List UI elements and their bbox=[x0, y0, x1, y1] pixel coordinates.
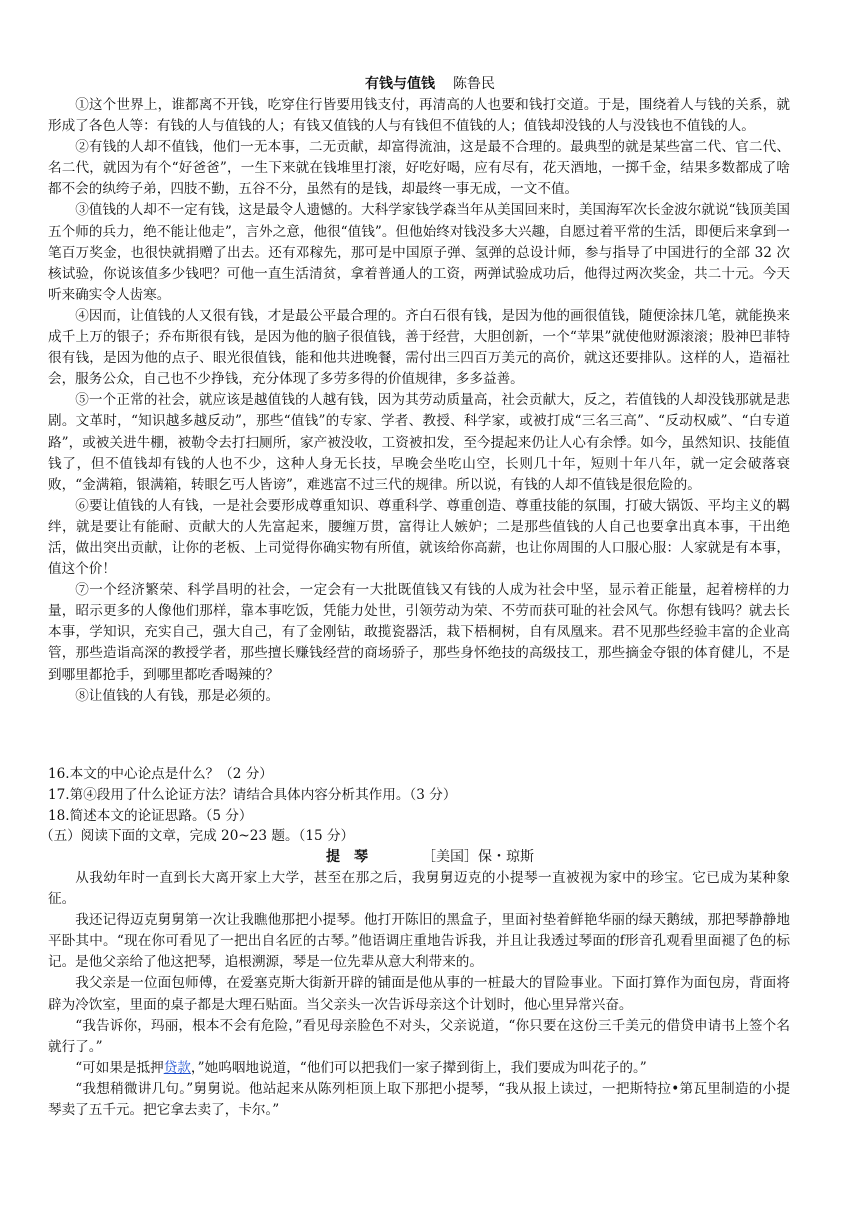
essay1-paragraph-6: ⑥要让值钱的人有钱，一是社会要形成尊重知识、尊重科学、尊重创造、尊重技能的氛围，打破大锅饭、平均主义的羁绊，就是要让有能耐、贡献大的人先富起来，腰缠万贯，富得让人嫉妒；二是那些值钱的人自己也要拿出真本事，干出绝活，做出突出贡献，让你的老板、上司觉得你确实物有所值，就该给你高薪，也让你周围的人口服心服：人家就是有本事，值这个价！ bbox=[48, 497, 790, 578]
essay1-paragraph-1: ①这个世界上，谁都离不开钱，吃穿住行皆要用钱支付，再清高的人也要和钱打交道。于是，围绕着人与钱的关系，就形成了各色人等：有钱的人与值钱的人；有钱又值钱的人与有钱但不值钱的人；值钱却没钱的人与没钱也不值钱的人。 bbox=[48, 97, 790, 135]
loan-link[interactable]: 贷款 bbox=[163, 1059, 191, 1076]
essay1-paragraph-5: ⑤一个正常的社会，就应该是越值钱的人越有钱，因为其劳动质量高，社会贡献大，反之，若值钱的人却没钱那就是悲剧。文革时，“知识越多越反动”，那些“值钱”的专家、学者、教授、科学家，或被打成“三名三高”、“反动权威”、“白专道路”，或被关进牛棚，被勒令去打扫厕所，家产被没收，工资被扣发，至今提起来仍让人心有余悸。如今，虽然知识、技能值钱了，但不值钱却有钱的人也不少，这种人身无长技，早晚会坐吃山空，长则几十年，短则十年八年，就一定会破落衰败，“金满箱，银满箱，转眼乞丐人皆谤”，难逃富不过三代的规律。所以说，有钱的人却不值钱是很危险的。 bbox=[48, 392, 790, 493]
essay2-paragraph-4: “我告诉你，玛丽，根本不会有危险，”看见母亲脸色不对头，父亲说道，“你只要在这份三千美元的借贷申请书上签个名就行了。” bbox=[48, 1017, 790, 1055]
essay1-paragraph-8: ⑧让值钱的人有钱，那是必须的。 bbox=[75, 687, 280, 704]
question-18: 18.简述本文的论证思路。（5 分） bbox=[48, 808, 253, 824]
essay1-title-line bbox=[0, 74, 860, 95]
essay2-body bbox=[48, 868, 790, 1121]
essay2-paragraph-2: 我还记得迈克舅舅第一次让我瞧他那把小提琴。他打开陈旧的黑盒子，里面衬垫着鲜艳华丽的绿天鹅绒，那把琴静静地平卧其中。“现在你可看见了一把出自名匠的古琴。”他语调庄重地告诉我，并且让我透过琴面的f形音孔观看里面褪了色的标记。是他父亲给了他这把琴，追根溯源，琴是一位先辈从意大利带来的。 bbox=[48, 912, 790, 971]
essay1-body bbox=[48, 95, 790, 707]
essay2-author: ［美国］保・琼斯 bbox=[422, 849, 534, 865]
essay2-title: 提琴 bbox=[326, 849, 382, 865]
essay2-paragraph-6: “我想稍微讲几句。”舅舅说。他站起来从陈列柜顶上取下那把小提琴，“我从报上读过，一把斯特拉•第瓦里制造的小提琴卖了五千元。把它拿去卖了，卡尔。” bbox=[48, 1080, 790, 1119]
essay1-paragraph-4: ④因而，让值钱的人又很有钱，才是最公平最合理的。齐白石很有钱，是因为他的画很值钱，随便涂抹几笔，就能换来成千上万的银子；乔布斯很有钱，是因为他的脑子很值钱，善于经营，大胆创新，一个“苹果”就使他财源滚滚；股神巴菲特很有钱，是因为他的点子、眼光很值钱，能和他共进晚餐，需付出三四百万美元的高价，就这还要排队。这样的人，造福社会，服务公众，自己也不少挣钱，充分体现了多劳多得的价值规律，多多益善。 bbox=[48, 307, 790, 388]
essay1-paragraph-7: ⑦一个经济繁荣、科学昌明的社会，一定会有一大批既值钱又有钱的人成为社会中坚，显示着正能量，起着榜样的力量，昭示更多的人像他们那样，靠本事吃饭，凭能力处世，引领劳动为荣、不劳而获可耻的社会风气。你想有钱吗？就去长本事，学知识，充实自己，强大自己，有了金刚钻，敢揽瓷器活，栽下梧桐树，自有凤凰来。君不见那些经验丰富的企业高管，那些造诣高深的教授学者，那些擅长赚钱经营的商场骄子，那些身怀绝技的高级技工，那些摘金夺银的体育健儿，不是到哪里都抢手，到哪里都吃香喝辣的？ bbox=[48, 582, 790, 683]
essay1-title: 有钱与值钱 bbox=[365, 76, 435, 92]
question-17: 17.第④段用了什么论证方法？请结合具体内容分析其作用。（3 分） bbox=[48, 787, 457, 803]
essay2-paragraph-5 bbox=[48, 1058, 790, 1079]
essay1-author: 陈鲁民 bbox=[453, 76, 495, 92]
essay2-title-line bbox=[0, 847, 860, 868]
essay1-paragraph-3: ③值钱的人却不一定有钱，这是最令人遗憾的。大科学家钱学森当年从美国回来时，美国海军次长金波尔就说“钱顶美国五个师的兵力，绝不能让他走”，言外之意，他很“值钱”。但他始终对钱没多大兴趣，自愿过着平常的生活，即便后来拿到一笔百万奖金，也很快就捐赠了出去。还有邓稼先，那可是中国原子弹、氢弹的总设计师，参与指导了中国进行的全部 32 次核试验，你说该值多少钱吧？可他一直生活清贫，拿着普通人的工资，两弹试验成功后，他得过两次奖金，共二十元。今天听来确实令人齿寒。 bbox=[48, 202, 790, 303]
essay2-p5-after: ，”她呜咽地说道，“他们可以把我们一家子撵到街上，我们要成为叫花子的。” bbox=[190, 1059, 647, 1076]
essay2-paragraph-1: 从我幼年时一直到长大离开家上大学，甚至在那之后，我舅舅迈克的小提琴一直被视为家中的珍宝。它已成为某种象征。 bbox=[48, 870, 790, 908]
essay1-paragraph-2: ②有钱的人却不值钱，他们一无本事，二无贡献，却富得流油，这是最不合理的。最典型的就是某些富二代、官二代、名二代，就因为有个“好爸爸”，一生下来就在钱堆里打滚，好吃好喝，应有尽有，花天酒地，一掷千金，结果多数都成了啥都不会的纨绔子弟，四肢不勤，五谷不分，虽然有的是钱，却最终一事无成，一文不值。 bbox=[48, 139, 790, 198]
essay2-paragraph-3: 我父亲是一位面包师傅，在爱塞克斯大街新开辟的铺面是他从事的一桩最大的冒险事业。下面打算作为面包房，背面将辟为冷饮室，里面的桌子都是大理石贴面。当父亲头一次告诉母亲这个计划时，他心里异常兴奋。 bbox=[48, 975, 790, 1013]
essay2-p5-before: “可如果是抵押 bbox=[75, 1059, 164, 1076]
section-header: （五）阅读下面的文章，完成 20~23 题。（15 分） bbox=[40, 828, 355, 844]
question-16: 16.本文的中心论点是什么？（2 分） bbox=[48, 766, 273, 782]
